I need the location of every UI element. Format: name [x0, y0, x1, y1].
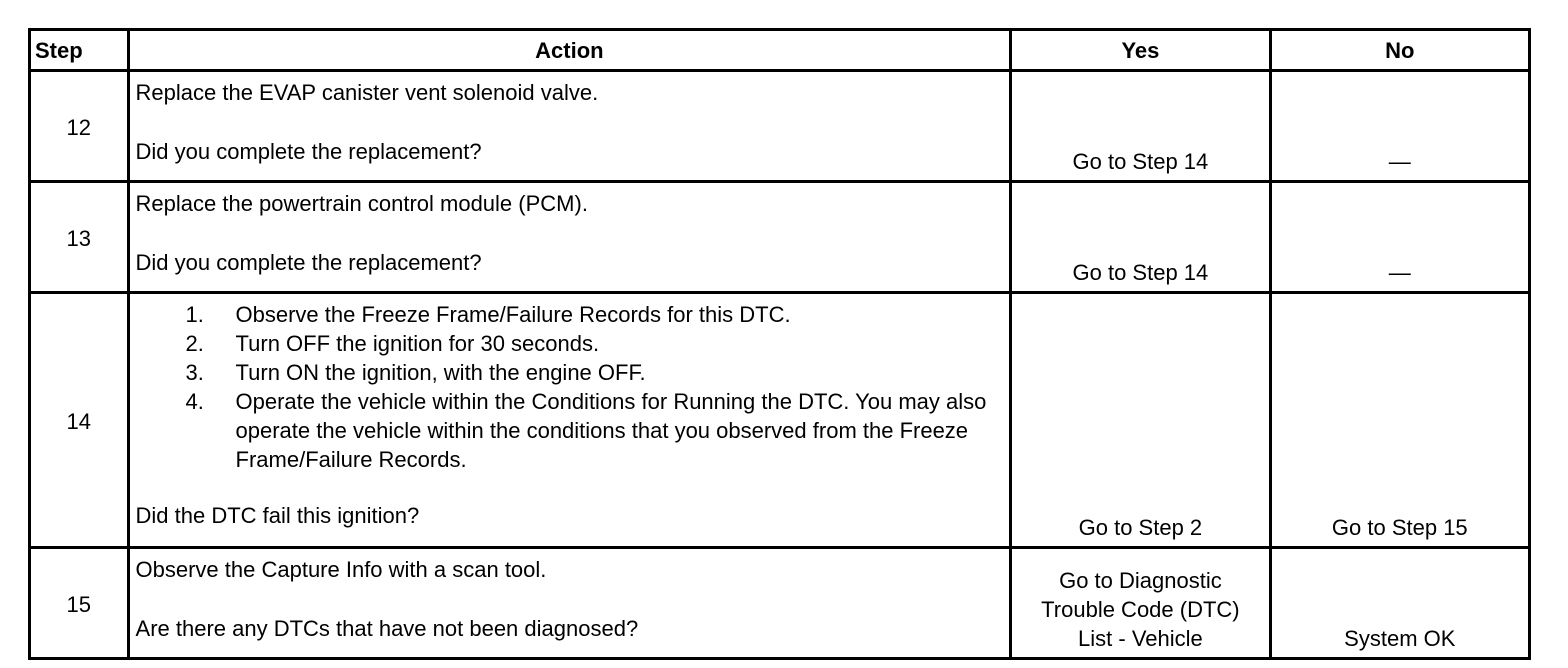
header-step: Step — [30, 30, 129, 71]
question-text: Did you complete the replacement? — [135, 139, 482, 164]
list-item — [186, 358, 1002, 387]
action-cell — [128, 293, 1011, 548]
action-cell — [128, 71, 1011, 182]
list-text: Observe the Freeze Frame/Failure Records for this DTC. — [235, 302, 791, 327]
action-text: Observe the Capture Info with a scan tool. — [135, 557, 547, 582]
table-row — [30, 548, 1530, 659]
action-cell — [128, 182, 1011, 293]
list-item — [186, 387, 1002, 474]
action-text: Replace the powertrain control module (PCM). — [135, 191, 588, 216]
no-cell: System OK — [1270, 548, 1529, 659]
yes-line: List - Vehicle — [1078, 626, 1203, 651]
list-item — [186, 300, 1002, 329]
step-number: 15 — [30, 548, 129, 659]
list-number: 1. — [185, 302, 204, 327]
header-yes: Yes — [1011, 30, 1270, 71]
question-text: Did the DTC fail this ignition? — [135, 503, 420, 528]
yes-cell: Go to Step 14 — [1011, 182, 1270, 293]
yes-line: Trouble Code (DTC) — [1041, 597, 1240, 622]
action-text: Replace the EVAP canister vent solenoid valve. — [135, 80, 599, 105]
list-number: 2. — [185, 331, 204, 356]
list-number: 4. — [185, 389, 204, 414]
question-text: Did you complete the replacement? — [135, 250, 482, 275]
header-action: Action — [128, 30, 1011, 71]
no-cell: — — [1270, 182, 1529, 293]
yes-cell: Go to Step 2 — [1011, 293, 1270, 548]
question-text: Are there any DTCs that have not been diagnosed? — [135, 616, 639, 641]
list-text: Turn ON the ignition, with the engine OFF. — [235, 360, 646, 385]
action-cell — [128, 548, 1011, 659]
yes-cell — [1011, 548, 1270, 659]
yes-cell: Go to Step 14 — [1011, 71, 1270, 182]
step-number: 14 — [30, 293, 129, 548]
procedure-list — [136, 300, 1002, 474]
list-item — [186, 329, 1002, 358]
step-number: 12 — [30, 71, 129, 182]
header-no: No — [1270, 30, 1529, 71]
no-cell: — — [1270, 71, 1529, 182]
yes-line: Go to Diagnostic — [1059, 568, 1222, 593]
list-text: Operate the vehicle within the Conditions for Running the DTC. You may also operate the vehicle within the conditions that you observed from the Freeze Frame/Failure Records. — [235, 389, 987, 472]
header-row — [30, 30, 1530, 71]
no-cell: Go to Step 15 — [1270, 293, 1529, 548]
list-number: 3. — [185, 360, 204, 385]
list-text: Turn OFF the ignition for 30 seconds. — [235, 331, 600, 356]
diagnostic-table — [28, 28, 1531, 660]
table-row — [30, 182, 1530, 293]
table-row — [30, 71, 1530, 182]
step-number: 13 — [30, 182, 129, 293]
table-row — [30, 293, 1530, 548]
